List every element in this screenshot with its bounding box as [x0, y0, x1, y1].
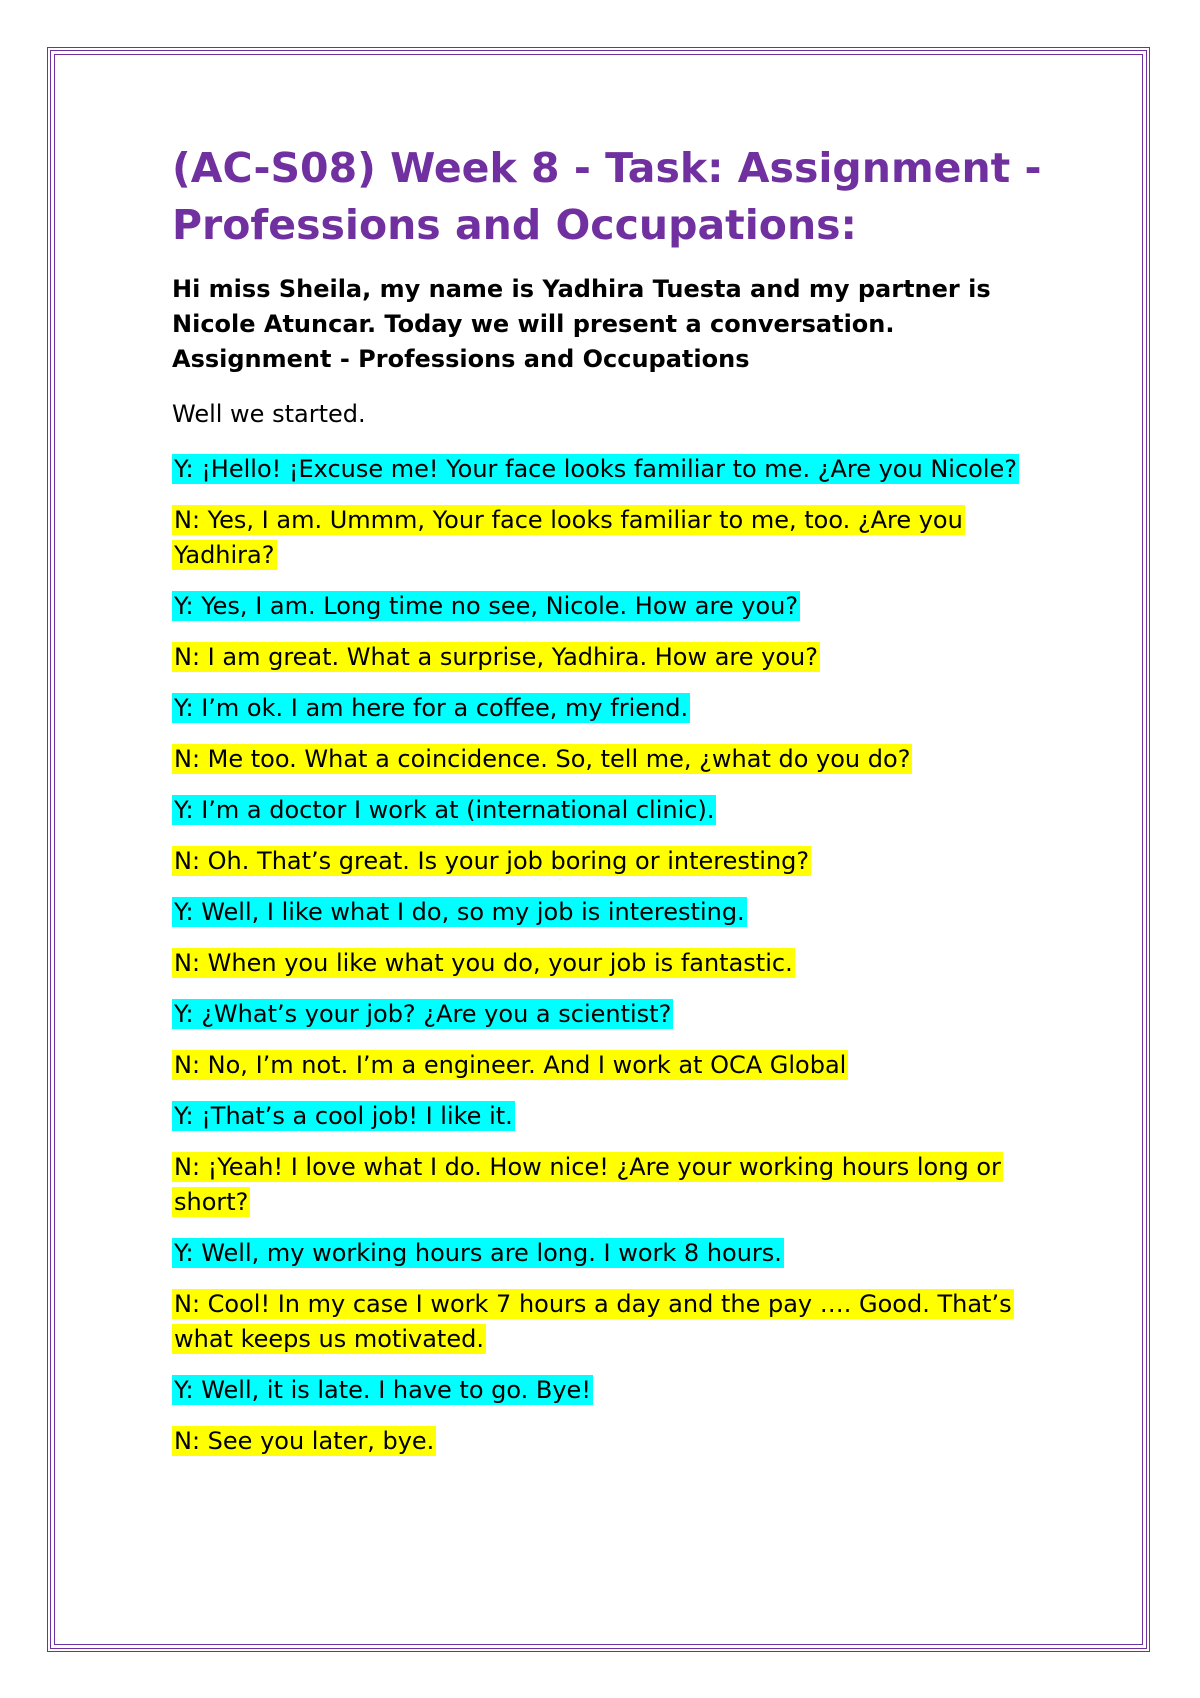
dialogue-text-yadhira: Y: Well, it is late. I have to go. Bye!: [174, 1376, 591, 1404]
dialogue-line: [172, 946, 1052, 981]
dialogue-text-yadhira: Y: ¡Hello! ¡Excuse me! Your face looks familiar to me. ¿Are you Nicole?: [174, 455, 1017, 483]
intro-paragraph: [172, 272, 1052, 377]
dialogue: [172, 452, 1052, 1459]
dialogue-text-yadhira: Y: ¿What’s your job? ¿Are you a scientist?: [174, 1000, 672, 1028]
dialogue-line: [172, 1048, 1052, 1083]
dialogue-text-nicole: N: No, I’m not. I’m a engineer. And I work at OCA Global: [174, 1051, 847, 1079]
document-body: [172, 140, 1052, 1475]
intro-line: Hi miss Sheila, my name is Yadhira Tuesta and my partner is Nicole Atuncar. Today we will present a conversation.: [172, 275, 991, 338]
dialogue-line: [172, 503, 1052, 573]
dialogue-text-yadhira: Y: I’m a doctor I work at (international clinic).: [174, 796, 715, 824]
dialogue-text-nicole: N: Oh. That’s great. Is your job boring or interesting?: [174, 847, 810, 875]
lead-text: Well we started.: [172, 400, 366, 428]
intro-subtitle: Assignment - Professions and Occupations: [172, 345, 750, 373]
dialogue-text-yadhira: Y: Well, I like what I do, so my job is interesting.: [174, 898, 745, 926]
dialogue-line: [172, 1424, 1052, 1459]
dialogue-line: [172, 452, 1052, 487]
dialogue-text-nicole: N: Yes, I am. Ummm, Your face looks familiar to me, too. ¿Are you Yadhira?: [174, 506, 963, 569]
dialogue-text-nicole: N: See you later, bye.: [174, 1427, 435, 1455]
dialogue-text-yadhira: Y: Yes, I am. Long time no see, Nicole. How are you?: [174, 592, 799, 620]
dialogue-text-yadhira: Y: I’m ok. I am here for a coffee, my friend.: [174, 694, 689, 722]
dialogue-line: [172, 1236, 1052, 1271]
dialogue-line: [172, 1150, 1052, 1220]
dialogue-text-nicole: N: I am great. What a surprise, Yadhira. How are you?: [174, 643, 818, 671]
document-title: (AC-S08) Week 8 - Task: Assignment - Professions and Occupations:: [172, 144, 1042, 249]
dialogue-line: [172, 640, 1052, 675]
dialogue-line: [172, 691, 1052, 726]
dialogue-text-nicole: N: Me too. What a coincidence. So, tell me, ¿what do you do?: [174, 745, 911, 773]
dialogue-line: [172, 589, 1052, 624]
dialogue-text-yadhira: Y: ¡That’s a cool job! I like it.: [174, 1102, 513, 1130]
dialogue-text-yadhira: Y: Well, my working hours are long. I work 8 hours.: [174, 1239, 782, 1267]
dialogue-line: [172, 1373, 1052, 1408]
dialogue-line: [172, 895, 1052, 930]
dialogue-line: [172, 997, 1052, 1032]
dialogue-text-nicole: N: Cool! In my case I work 7 hours a day and the pay …. Good. That’s what keeps us motivated.: [174, 1290, 1012, 1353]
dialogue-line: [172, 1099, 1052, 1134]
dialogue-line: [172, 844, 1052, 879]
dialogue-text-nicole: N: ¡Yeah! I love what I do. How nice! ¿Are your working hours long or short?: [174, 1153, 1001, 1216]
dialogue-line: [172, 793, 1052, 828]
dialogue-text-nicole: N: When you like what you do, your job is fantastic.: [174, 949, 793, 977]
dialogue-line: [172, 1287, 1052, 1357]
dialogue-line: [172, 742, 1052, 777]
